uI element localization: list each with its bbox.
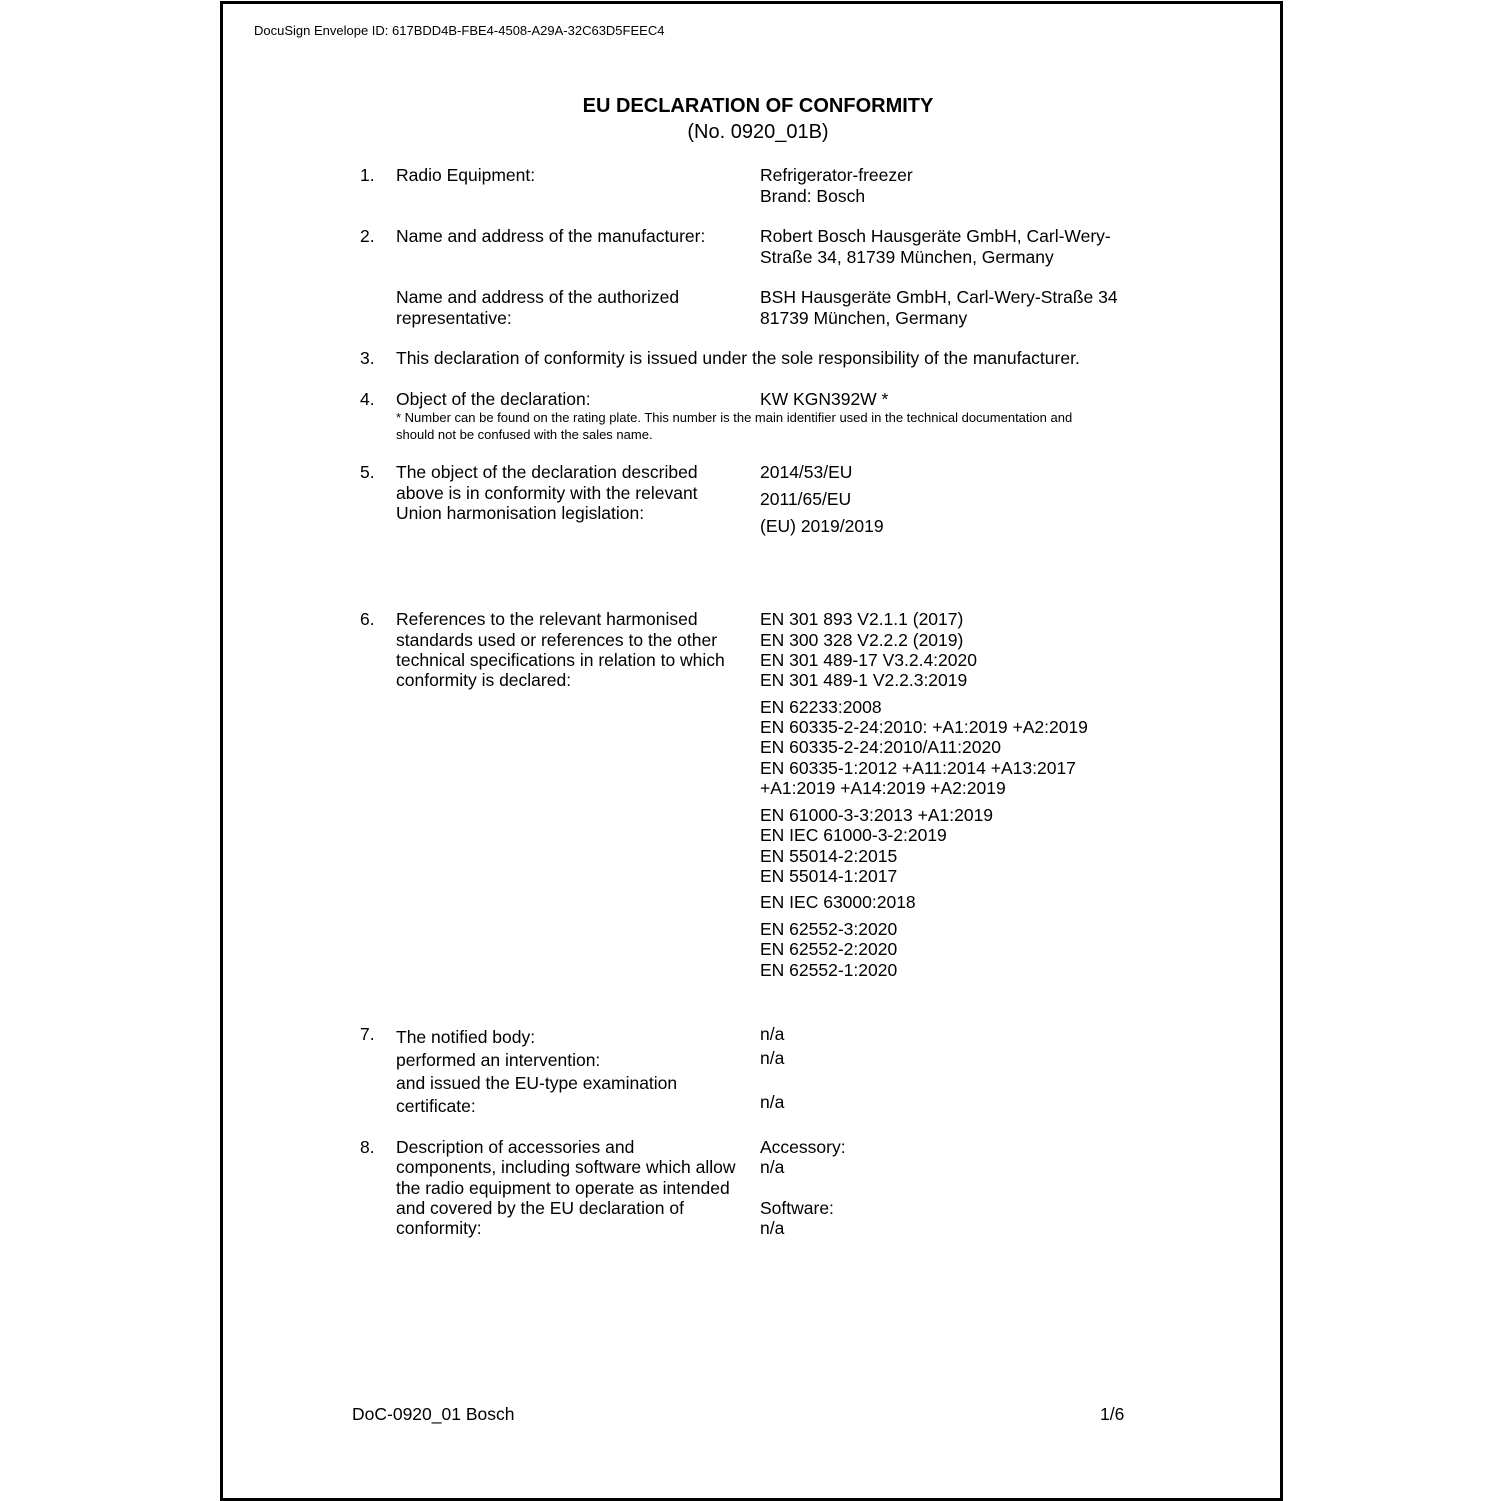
item-3-text: This declaration of conformity is issued under the sole responsibility of the manufacturer. xyxy=(396,348,1080,368)
item-5-directive: 2014/53/EU xyxy=(760,462,853,482)
item-1-value: Refrigerator-freezer xyxy=(760,165,913,185)
standard-entry: EN IEC 61000-3-2:2019 xyxy=(760,825,947,845)
item-8-label-line: conformity: xyxy=(396,1218,482,1238)
item-5-directive: (EU) 2019/2019 xyxy=(760,516,884,536)
document-title: EU DECLARATION OF CONFORMITY xyxy=(582,95,934,117)
item-7-value: n/a xyxy=(760,1048,785,1068)
standard-entry: EN 61000-3-3:2013 +A1:2019 xyxy=(760,805,994,825)
document-number: (No. 0920_01B) xyxy=(687,121,829,143)
standard-entry: EN 60335-1:2012 +A11:2014 +A13:2017 xyxy=(760,758,1076,778)
standard-entry: EN 60335-2-24:2010: +A1:2019 +A2:2019 xyxy=(760,717,1088,737)
item-8-value: n/a xyxy=(760,1218,785,1238)
standard-entry: EN 62233:2008 xyxy=(760,697,882,717)
item-7-label-line: The notified body: xyxy=(396,1027,536,1047)
standard-entry: EN 62552-3:2020 xyxy=(760,919,898,939)
item-7-label-line: performed an intervention: xyxy=(396,1050,601,1070)
standard-entry: EN 301 489-1 V2.2.3:2019 xyxy=(760,670,968,690)
standard-entry: +A1:2019 +A14:2019 +A2:2019 xyxy=(760,778,1006,798)
item-6-label-line: conformity is declared: xyxy=(396,670,572,690)
item-2-value-line: Straße 34, 81739 München, Germany xyxy=(760,247,1054,267)
standard-entry: EN 55014-2:2015 xyxy=(760,846,898,866)
item-4-note-line: should not be confused with the sales name. xyxy=(396,427,653,442)
item-6-number: 6. xyxy=(360,609,375,629)
item-6-label-line: technical specifications in relation to which xyxy=(396,650,725,670)
document-page xyxy=(220,1,1283,1501)
item-6-label-line: References to the relevant harmonised xyxy=(396,609,698,629)
item-4-label: Object of the declaration: xyxy=(396,389,591,409)
item-8-label-line: components, including software which allow xyxy=(396,1157,736,1177)
standard-entry: EN 300 328 V2.2.2 (2019) xyxy=(760,630,964,650)
item-8-label-line: Description of accessories and xyxy=(396,1137,635,1157)
item-1-brand: Brand: Bosch xyxy=(760,186,866,206)
footer-doc-ref: DoC-0920_01 Bosch xyxy=(352,1404,515,1424)
item-5-label-line: above is in conformity with the relevant xyxy=(396,483,698,503)
standard-entry: EN 55014-1:2017 xyxy=(760,866,898,886)
item-7-label-line: certificate: xyxy=(396,1096,476,1116)
item-5-label-line: Union harmonisation legislation: xyxy=(396,503,645,523)
standard-entry: EN 60335-2-24:2010/A11:2020 xyxy=(760,737,1001,757)
item-8-label-line: and covered by the EU declaration of xyxy=(396,1198,684,1218)
item-1-number: 1. xyxy=(360,165,375,185)
item-2-label: Name and address of the manufacturer: xyxy=(396,226,706,246)
item-8-number: 8. xyxy=(360,1137,375,1157)
standard-entry: EN 301 893 V2.1.1 (2017) xyxy=(760,609,964,629)
item-4-value: KW KGN392W * xyxy=(760,389,889,409)
item-4-number: 4. xyxy=(360,389,375,409)
item-2-value-line: Robert Bosch Hausgeräte GmbH, Carl-Wery- xyxy=(760,226,1111,246)
standard-entry: EN 62552-1:2020 xyxy=(760,960,898,980)
footer-page-number: 1/6 xyxy=(1100,1404,1125,1424)
item-7-number: 7. xyxy=(360,1024,375,1044)
item-2-sub-label-line: Name and address of the authorized xyxy=(396,287,680,307)
envelope-id: DocuSign Envelope ID: 617BDD4B-FBE4-4508-A29A-32C63D5FEEC4 xyxy=(254,23,665,38)
item-8-value: Software: xyxy=(760,1198,834,1218)
item-4-note-line: * Number can be found on the rating plate. This number is the main identifier used in the technical documentation and xyxy=(396,410,1073,425)
item-2-sub-label-line: representative: xyxy=(396,308,512,328)
item-5-directive: 2011/65/EU xyxy=(760,489,852,509)
item-6-label-line: standards used or references to the other xyxy=(396,630,718,650)
item-2-number: 2. xyxy=(360,226,375,246)
item-7-value: n/a xyxy=(760,1024,785,1044)
standard-entry: EN 301 489-17 V3.2.4:2020 xyxy=(760,650,977,670)
item-5-number: 5. xyxy=(360,462,375,482)
item-2-sub-value-line: 81739 München, Germany xyxy=(760,308,968,328)
item-3-number: 3. xyxy=(360,348,375,368)
item-8-value: Accessory: xyxy=(760,1137,846,1157)
item-8-value: n/a xyxy=(760,1157,785,1177)
item-1-label: Radio Equipment: xyxy=(396,165,536,185)
item-8-label-line: the radio equipment to operate as intended xyxy=(396,1178,730,1198)
item-2-sub-value-line: BSH Hausgeräte GmbH, Carl-Wery-Straße 34 xyxy=(760,287,1118,307)
item-7-label-line: and issued the EU-type examination xyxy=(396,1073,678,1093)
item-5-label-line: The object of the declaration described xyxy=(396,462,698,482)
standard-entry: EN IEC 63000:2018 xyxy=(760,892,916,912)
standard-entry: EN 62552-2:2020 xyxy=(760,939,898,959)
item-7-value: n/a xyxy=(760,1092,785,1112)
